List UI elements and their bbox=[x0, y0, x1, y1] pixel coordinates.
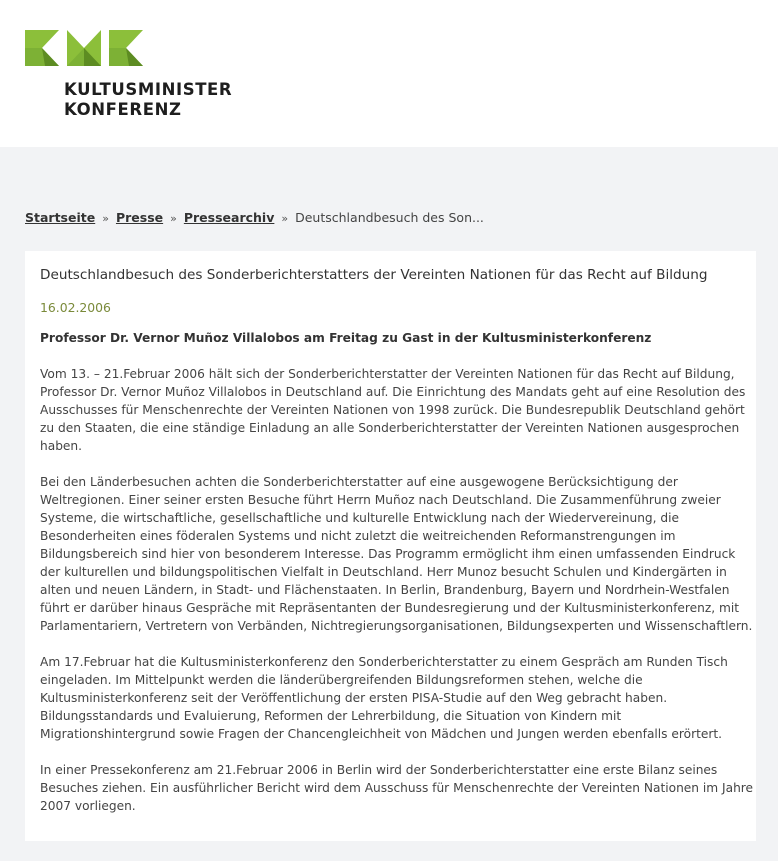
article-paragraph bbox=[40, 761, 754, 815]
paragraph-line: eingeladen. Im Mittelpunkt werden die länderübergreifenden Bildungsreformen stehen, welche die bbox=[40, 673, 643, 687]
paragraph-line: alten und neuen Ländern, in Stadt- und Flächenstaaten. In Berlin, Brandenburg, Bayern und Nordrhein-Westfalen bbox=[40, 583, 730, 597]
paragraph-line: Ausschusses für Menschenrechte der Vereinten Nationen von 1998 zurück. Die Bundesrepublik Deutschland gehört bbox=[40, 403, 745, 417]
kmk-logo-mark-icon bbox=[25, 30, 143, 66]
paragraph-line: führt er darüber hinaus Gespräche mit Repräsentanten der Bundesregierung und der Kultusministerkonferenz, mit bbox=[40, 601, 740, 615]
paragraph-line: Besonderheiten eines föderalen Systems und nicht zuletzt die weitreichenden Reformanstrengungen im bbox=[40, 529, 676, 543]
article-paragraph bbox=[40, 473, 753, 635]
paragraph-line: Vom 13. – 21.Februar 2006 hält sich der Sonderberichterstatter der Vereinten Nationen für das Recht auf Bildung, bbox=[40, 367, 735, 381]
paragraph-line: Besuches ziehen. Ein ausführlicher Bericht wird dem Ausschuss für Menschenrechte der Vereinten Nationen im Jahre bbox=[40, 781, 754, 795]
paragraph-line: Parlamentariern, Vertretern von Verbänden, Nichtregierungsorganisationen, Bildungsexperten und Wissenschaftlern. bbox=[40, 619, 753, 633]
article-body bbox=[40, 365, 754, 833]
article-paragraph bbox=[40, 365, 745, 455]
breadcrumb-pressearchiv[interactable]: Pressearchiv bbox=[183, 210, 275, 225]
paragraph-line: zu den Staaten, die eine ständige Einladung an alle Sonderberichterstatter der Vereinten Nationen ausgesprochen bbox=[40, 421, 740, 435]
breadcrumb-separator: » bbox=[281, 212, 289, 225]
paragraph-line: Bildungsbereich sind hier von besonderem Interesse. Das Programm ermöglicht ihm einen umfassenden Eindruck bbox=[40, 547, 736, 561]
article-card bbox=[25, 251, 756, 841]
paragraph-line: Bei den Länderbesuchen achten die Sonderberichterstatter auf eine ausgewogene Berücksichtigung der bbox=[40, 475, 678, 489]
site-header bbox=[0, 0, 778, 147]
paragraph-line: Am 17.Februar hat die Kultusministerkonferenz den Sonderberichterstatter zu einem Gespräch am Runden Tisch bbox=[40, 655, 728, 669]
paragraph-line: Professor Dr. Vernor Muñoz Villalobos in Deutschland auf. Die Einrichtung des Mandats geht auf eine Resolution des bbox=[40, 385, 746, 399]
paragraph-line: Bildungsstandards und Evaluierung, Reformen der Lehrerbildung, die Situation von Kindern mit bbox=[40, 709, 622, 723]
paragraph-line: 2007 vorliegen. bbox=[40, 799, 136, 813]
article-title: Deutschlandbesuch des Sonderberichterstatters der Vereinten Nationen für das Recht auf Bildung bbox=[40, 267, 708, 283]
paragraph-line: Systeme, die wirtschaftliche, gesellschaftliche und kulturelle Entwicklung nach der Wiedervereinung, die bbox=[40, 511, 680, 525]
breadcrumb-separator: » bbox=[102, 212, 109, 225]
paragraph-line: haben. bbox=[40, 439, 83, 453]
paragraph-line: der kulturellen und bildungspolitischen Vielfalt in Deutschland. Herr Munoz besucht Schulen und Kindergärten in bbox=[40, 565, 727, 579]
breadcrumb-presse[interactable]: Presse bbox=[115, 210, 164, 225]
paragraph-line: Weltregionen. Einer seiner ersten Besuche führt Herrn Muñoz nach Deutschland. Die Zusammenführung zweier bbox=[40, 493, 721, 507]
breadcrumb bbox=[25, 210, 484, 225]
breadcrumb-startseite[interactable]: Startseite bbox=[25, 210, 96, 225]
article-lead: Professor Dr. Vernor Muñoz Villalobos am Freitag zu Gast in der Kultusministerkonferenz bbox=[40, 331, 652, 345]
logo-wordmark bbox=[64, 80, 232, 120]
breadcrumb-current: Deutschlandbesuch des Son... bbox=[295, 210, 484, 225]
paragraph-line: Kultusministerkonferenz seit der Veröffentlichung der ersten PISA-Studie auf den Weg gebracht haben. bbox=[40, 691, 668, 705]
logo-letter-k-1 bbox=[25, 30, 59, 66]
logo-letter-m bbox=[67, 30, 101, 66]
breadcrumb-separator: » bbox=[170, 212, 177, 225]
article-paragraph bbox=[40, 653, 745, 743]
logo-line-2: KONFERENZ bbox=[64, 100, 182, 119]
logo-letter-k-2 bbox=[109, 30, 143, 66]
logo-line-1: KULTUSMINISTER bbox=[64, 80, 233, 99]
paragraph-line: In einer Pressekonferenz am 21.Februar 2006 in Berlin wird der Sonderberichterstatter eine erste Bilanz seines bbox=[40, 763, 718, 777]
article-date: 16.02.2006 bbox=[40, 300, 111, 315]
paragraph-line: Migrationshintergrund sowie Fragen der Chancengleichheit von Mädchen und Jungen werden ebenfalls erörtert. bbox=[40, 727, 723, 741]
